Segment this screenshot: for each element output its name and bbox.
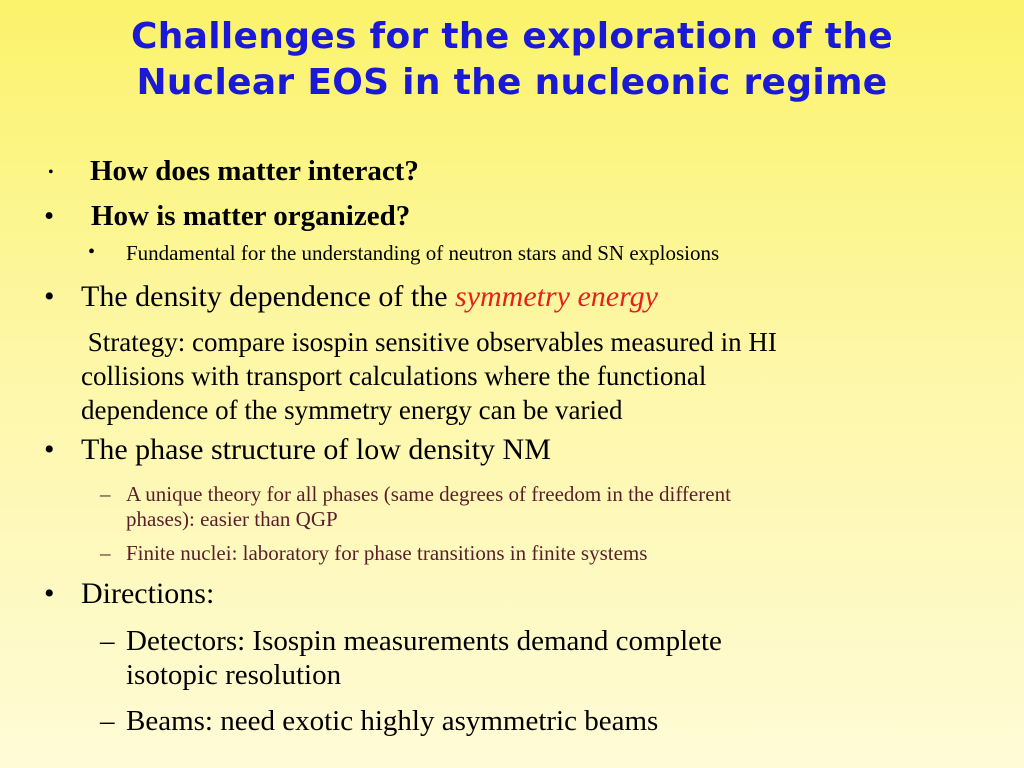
- sub-item-line-1: Detectors: Isospin measurements demand complete: [126, 625, 722, 657]
- bullet-icon: •: [44, 577, 55, 610]
- sub-item-line-2: phases): easier than QGP: [126, 507, 338, 531]
- slide-title: [20, 14, 1004, 106]
- dash-icon: –: [100, 541, 111, 565]
- dash-icon: –: [100, 705, 115, 737]
- sub-item-text: Beams: need exotic highly asymmetric beams: [126, 705, 659, 737]
- bullet-icon: •: [44, 433, 55, 466]
- title-line-2: Nuclear EOS in the nucleonic regime: [136, 62, 888, 103]
- bullet-icon: •: [44, 280, 55, 313]
- bullet-text: The phase structure of low density NM: [81, 433, 551, 466]
- sub-item-text: [126, 482, 731, 532]
- bullet-text: [81, 280, 658, 314]
- dash-icon: –: [100, 625, 115, 657]
- bullet-text: Fundamental for the understanding of neutron stars and SN explosions: [126, 241, 720, 265]
- bullet-icon: •: [48, 164, 54, 181]
- bullet-text: Directions:: [81, 577, 215, 610]
- bullet-icon: •: [88, 241, 96, 263]
- dash-icon: –: [100, 482, 111, 506]
- bullet-icon: •: [44, 200, 55, 232]
- strategy-line-1: Strategy: compare isospin sensitive observables measured in HI: [81, 327, 777, 357]
- bullet-text: How does matter interact?: [90, 155, 419, 187]
- strategy-paragraph: [81, 325, 981, 427]
- sub-item-text: Finite nuclei: laboratory for phase transitions in finite systems: [126, 541, 648, 565]
- title-line-1: Challenges for the exploration of the: [131, 16, 893, 57]
- sub-item-line-1: A unique theory for all phases (same degrees of freedom in the different: [126, 482, 731, 506]
- strategy-line-2: collisions with transport calculations where the functional: [81, 361, 707, 391]
- strategy-line-3: dependence of the symmetry energy can be varied: [81, 395, 623, 425]
- bullet-text: How is matter organized?: [91, 200, 411, 232]
- sub-item-line-2: isotopic resolution: [126, 659, 342, 691]
- sub-item-text: [126, 624, 722, 692]
- symmetry-energy-highlight: symmetry energy: [455, 280, 658, 313]
- symmetry-prefix: The density dependence of the: [81, 280, 456, 313]
